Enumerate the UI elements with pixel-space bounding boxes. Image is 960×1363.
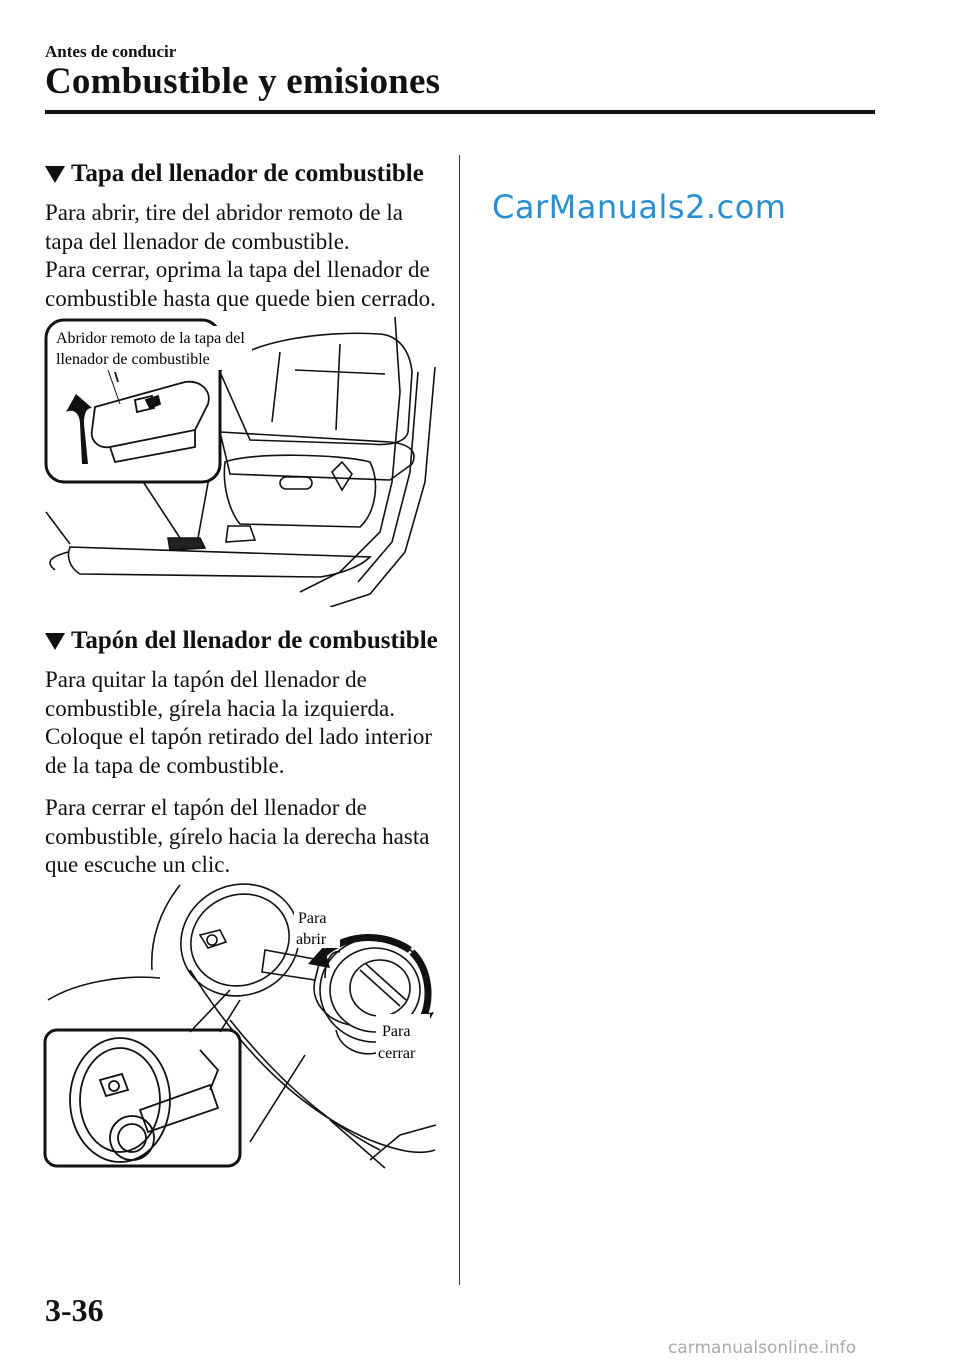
heading-fuel-door [45, 160, 424, 188]
triangle-bullet-icon [45, 166, 65, 183]
heading-fuel-door-text: Tapa del llenador de combustible [71, 160, 424, 187]
opener-callout-line1: Abridor remoto de la tapa del [56, 330, 245, 347]
triangle-bullet-icon [45, 633, 65, 650]
fuel-cap-body-2 [45, 794, 445, 880]
fuel-door-body [45, 199, 445, 313]
heading-fuel-cap [45, 627, 438, 655]
watermark-logo: CarManuals2.com [492, 188, 787, 226]
chapter-title: Combustible y emisiones [45, 61, 441, 102]
fuel-cap-body-1 [45, 666, 445, 780]
section-label: Antes de conducir [45, 42, 177, 61]
close-callout-line1: Para [382, 1023, 411, 1040]
heading-fuel-cap-text: Tapón del llenador de combustible [71, 627, 438, 654]
fuel-door-paragraph-open: Para abrir, tire del abridor remoto de la tapa del llenador de combustible. [45, 200, 403, 254]
open-callout-line2: abrir [296, 931, 327, 948]
watermark-footer: carmanualsonline.info [668, 1338, 857, 1358]
fuel-door-paragraph-close: Para cerrar, oprima la tapa del llenador de combustible hasta que quede bien cerrado. [45, 257, 436, 311]
fuel-cap-paragraph-close: Para cerrar el tapón del llenador de combustible, gírelo hacia la derecha hasta que escuche un clic. [45, 795, 430, 877]
close-callout-line2: cerrar [378, 1045, 416, 1062]
fuel-cap-figure [40, 880, 440, 1170]
header-rule [45, 110, 875, 114]
fuel-cap-paragraph-remove: Para quitar la tapón del llenador de combustible, gírela hacia la izquierda. Coloque el tapón retirado del lado interior de la tapa de combustible. [45, 667, 433, 778]
page-number: 3-36 [45, 1292, 104, 1328]
opener-callout-line2: llenador de combustible [56, 351, 210, 368]
fuel-door-opener-figure [40, 312, 440, 607]
open-callout-line1: Para [298, 910, 327, 927]
column-divider [459, 155, 460, 1285]
